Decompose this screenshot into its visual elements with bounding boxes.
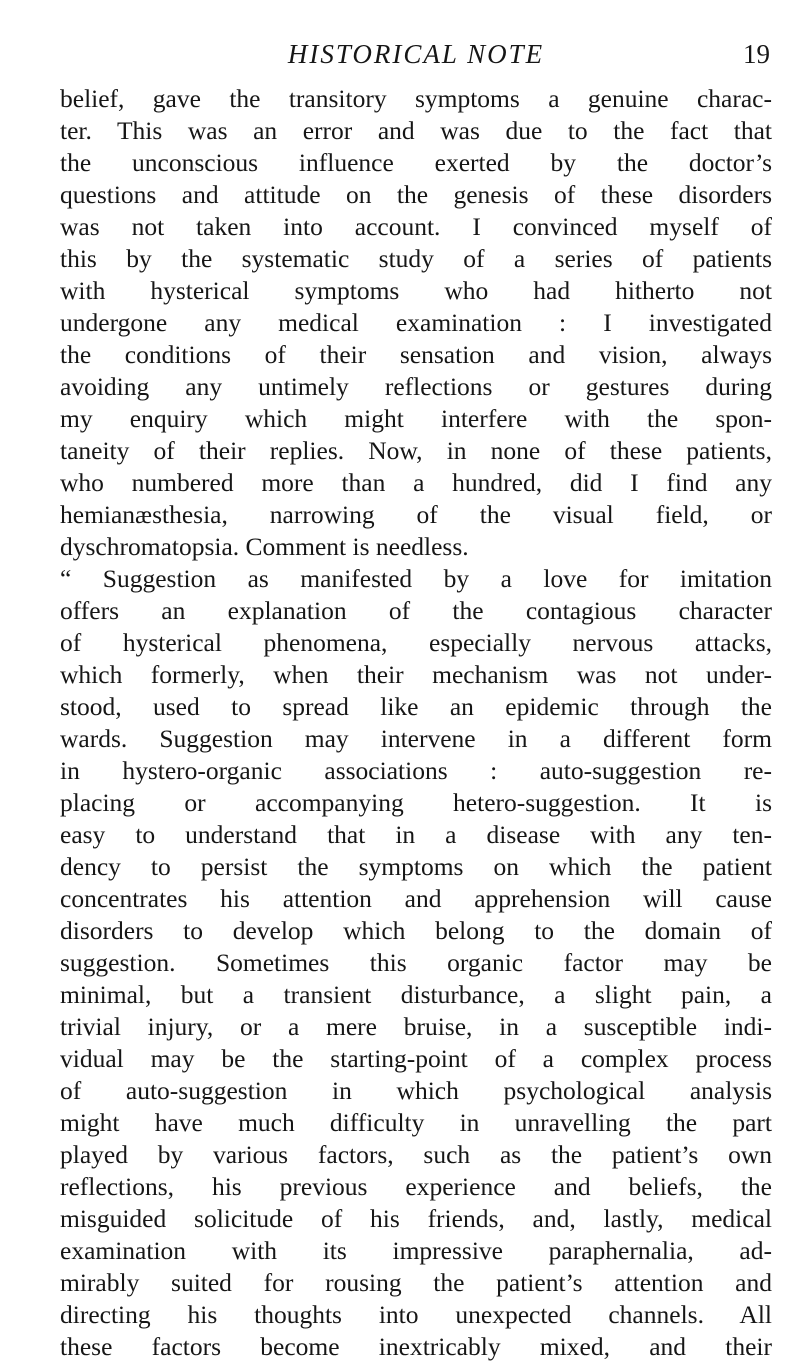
text-line: easy to understand that in a disease with any ten- [60,820,772,849]
body-text [60,83,772,1363]
text-line: hemianæsthesia, narrowing of the visual field, or [60,500,772,529]
text-line: examination with its impressive paraphernalia, ad- [60,1236,772,1265]
text-line: undergone any medical examination : I investigated [60,308,772,337]
text-line: disorders to develop which belong to the domain of [60,916,772,945]
page-number: 19 [743,39,770,69]
text-line: reflections, his previous experience and beliefs, the [60,1172,772,1201]
text-line: might have much difficulty in unravelling the part [60,1108,772,1137]
text-line: questions and attitude on the genesis of these disorders [60,180,772,209]
text-line: these factors become inextricably mixed, and their [60,1332,772,1361]
text-line: vidual may be the starting-point of a complex process [60,1044,772,1073]
text-line: ter. This was an error and was due to the fact that [60,116,772,145]
text-line: dency to persist the symptoms on which the patient [60,852,772,881]
text-line: which formerly, when their mechanism was not under- [60,660,772,689]
text-line: in hystero-organic associations : auto-suggestion re- [60,756,772,785]
text-line: was not taken into account. I convinced myself of [60,212,772,241]
text-line: misguided solicitude of his friends, and, lastly, medical [60,1204,772,1233]
text-line: taneity of their replies. Now, in none of these patients, [60,436,772,465]
running-head [60,34,772,74]
text-line: stood, used to spread like an epidemic through the [60,692,772,721]
text-line: “ Suggestion as manifested by a love for imitation [60,564,772,593]
text-line: placing or accompanying hetero-suggestion. It is [60,788,772,817]
text-line: avoiding any untimely reflections or gestures during [60,372,772,401]
text-line: concentrates his attention and apprehension will cause [60,884,772,913]
text-line: the conditions of their sensation and vision, always [60,340,772,369]
text-line: my enquiry which might interfere with the spon- [60,404,772,433]
paragraph-end-line: dyschromatopsia. Comment is needless. [60,532,469,561]
text-line: the unconscious influence exerted by the doctor’s [60,148,772,177]
text-line: this by the systematic study of a series of patients [60,244,772,273]
text-line: who numbered more than a hundred, did I find any [60,468,772,497]
text-line: wards. Suggestion may intervene in a different form [60,724,772,753]
running-title: HISTORICAL NOTE [287,39,545,69]
text-line: directing his thoughts into unexpected channels. All [60,1300,772,1329]
text-line: trivial injury, or a mere bruise, in a susceptible indi- [60,1012,772,1041]
text-line: played by various factors, such as the patient’s own [60,1140,772,1169]
text-line: minimal, but a transient disturbance, a slight pain, a [60,980,772,1009]
text-line: suggestion. Sometimes this organic factor may be [60,948,772,977]
text-line: with hysterical symptoms who had hitherto not [60,276,772,305]
text-line: mirably suited for rousing the patient’s attention and [60,1268,772,1297]
text-line: offers an explanation of the contagious character [60,596,772,625]
text-line: belief, gave the transitory symptoms a genuine charac- [60,84,772,113]
text-line: of auto-suggestion in which psychological analysis [60,1076,772,1105]
text-line: of hysterical phenomena, especially nervous attacks, [60,628,772,657]
